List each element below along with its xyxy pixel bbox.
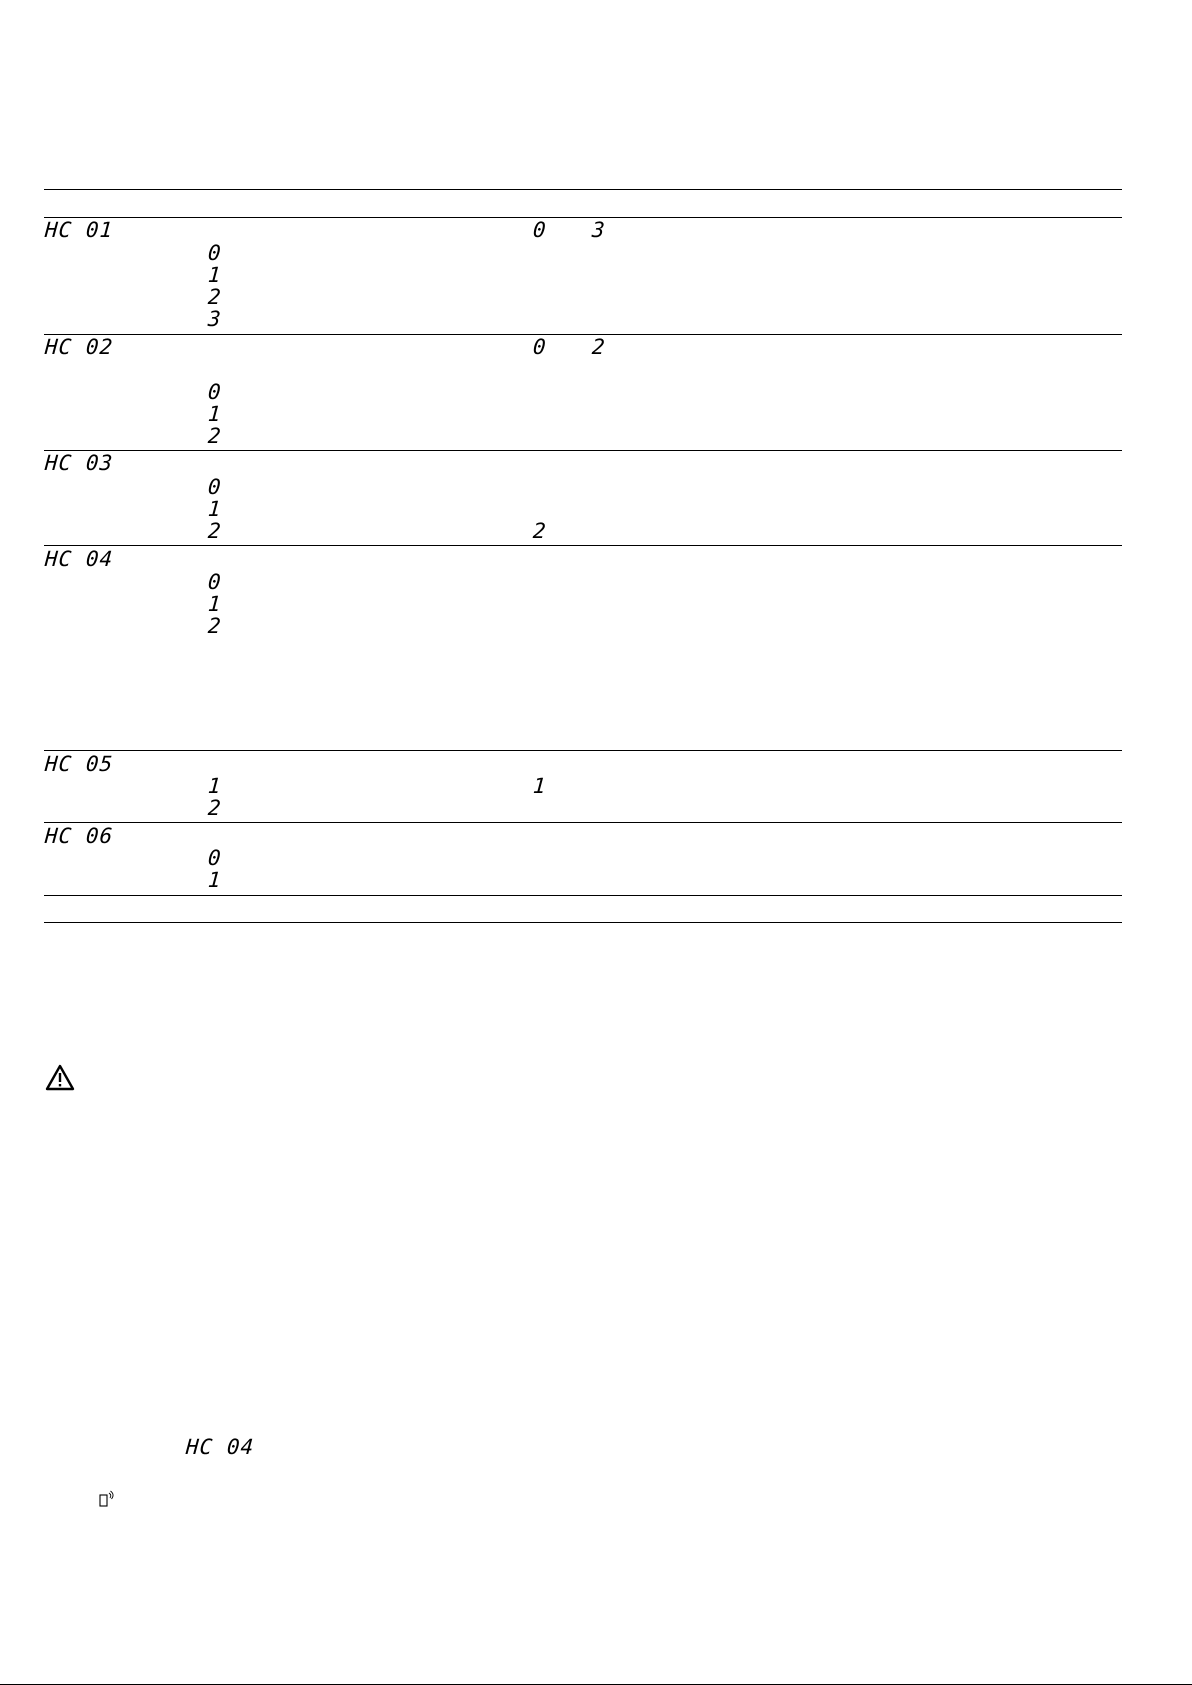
hc05-option-2: 2 — [207, 796, 223, 820]
row-divider-hc02 — [44, 334, 1122, 335]
row-divider-hc06 — [44, 822, 1122, 823]
hc01-option-1: 1 — [207, 263, 223, 287]
hc03-option-0: 0 — [207, 475, 223, 499]
hc04-option-1: 1 — [207, 592, 223, 616]
remote-phone-icon — [98, 1490, 116, 1508]
table-bottom-rule-2 — [44, 922, 1122, 923]
hc01-option-2: 2 — [207, 285, 223, 309]
row-divider-hc05 — [44, 750, 1122, 751]
row-divider-hc04 — [44, 545, 1122, 546]
hc02-range-max: 2 — [591, 335, 607, 359]
hc02-option-0: 0 — [207, 380, 223, 404]
setting-code-hc04: HC 04 — [44, 547, 115, 571]
hc02-option-1: 1 — [207, 402, 223, 426]
hc02-option-2: 2 — [207, 424, 223, 448]
setting-code-hc01: HC 01 — [44, 218, 115, 242]
hc04-option-2: 2 — [207, 614, 223, 638]
hc01-range-max: 3 — [591, 218, 607, 242]
table-top-rule — [44, 189, 1122, 190]
hc01-option-0: 0 — [207, 241, 223, 265]
hc01-option-3: 3 — [207, 307, 223, 331]
inline-code-hc04: HC 04 — [185, 1435, 256, 1459]
warning-triangle-icon — [45, 1064, 75, 1091]
setting-code-hc03: HC 03 — [44, 451, 115, 475]
setting-code-hc05: HC 05 — [44, 752, 115, 776]
table-header-rule — [44, 217, 1122, 218]
hc03-default-value: 2 — [532, 519, 548, 543]
hc05-default-value: 1 — [532, 774, 548, 798]
setting-code-hc06: HC 06 — [44, 824, 115, 848]
hc04-option-0: 0 — [207, 570, 223, 594]
hc03-option-1: 1 — [207, 497, 223, 521]
hc01-range-min: 0 — [532, 218, 548, 242]
hc06-option-1: 1 — [207, 868, 223, 892]
hc02-range-min: 0 — [532, 335, 548, 359]
table-bottom-rule-1 — [44, 895, 1122, 896]
setting-code-hc02: HC 02 — [44, 335, 115, 359]
hc05-option-1: 1 — [207, 774, 223, 798]
hc03-option-2: 2 — [207, 519, 223, 543]
row-divider-hc03 — [44, 450, 1122, 451]
hc06-option-0: 0 — [207, 846, 223, 870]
